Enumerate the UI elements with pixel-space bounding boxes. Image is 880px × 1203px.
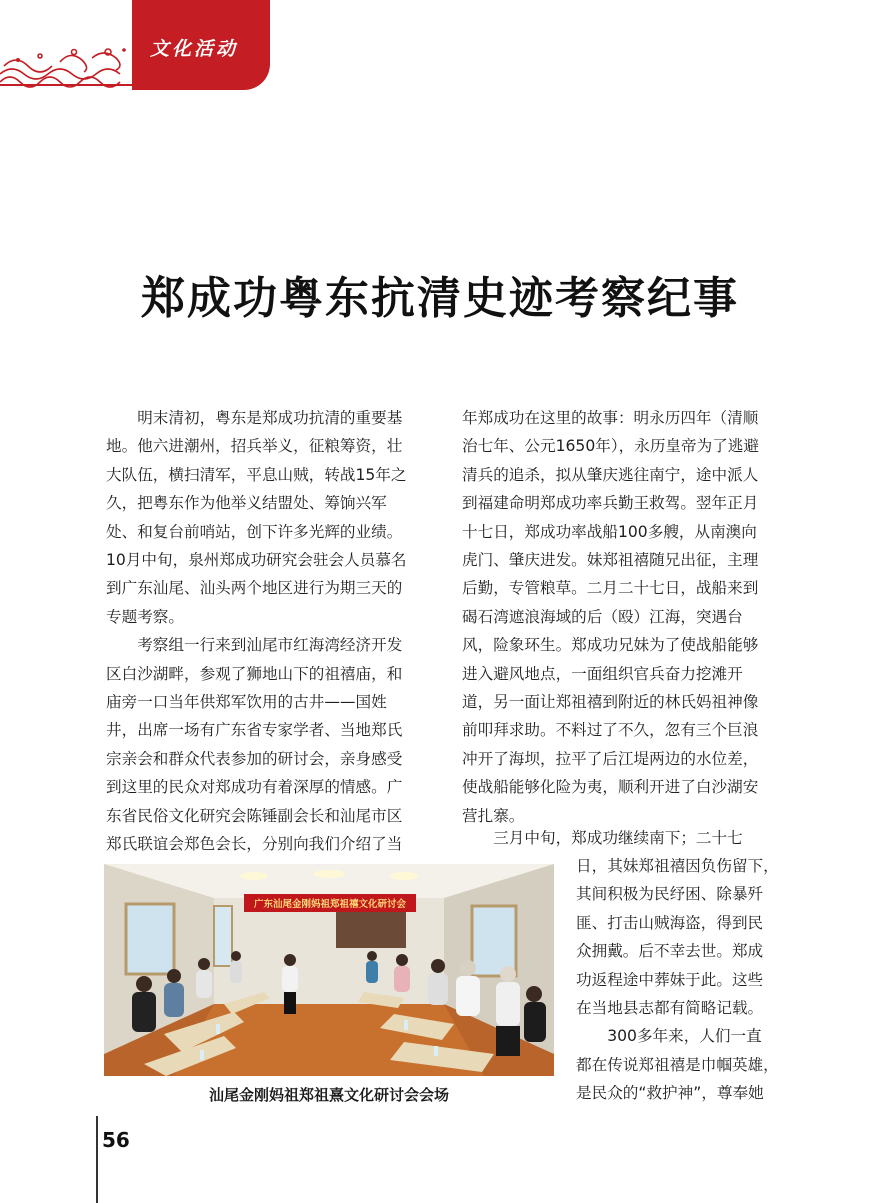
body-text-line: 虎门、肇庆进发。妹郑祖禧随兄出征，主理 xyxy=(462,551,759,570)
body-text-line: 处、和复台前哨站，创下许多光辉的业绩。 xyxy=(106,522,403,541)
page-number: 56 xyxy=(102,1128,130,1152)
body-text-line: 道，另一面让郑祖禧到附近的林氏妈祖神像 xyxy=(462,693,759,712)
body-column-right xyxy=(462,404,800,830)
body-text-line: 年郑成功在这里的故事：明永历四年（清顺 xyxy=(462,409,759,427)
body-text-line: 日，其妹郑祖禧因负伤留下， xyxy=(576,857,779,875)
body-text-line: 到福建命明郑成功率兵勤王救驾。翌年正月 xyxy=(462,494,759,513)
body-text-line: 10月中旬，泉州郑成功研究会驻会人员慕名 xyxy=(106,551,407,570)
body-column-left xyxy=(106,404,444,859)
wave-ornament-icon xyxy=(0,42,132,88)
seminar-photo xyxy=(104,864,554,1076)
section-label: 文化活动 xyxy=(150,38,239,60)
body-text-line: 风，险象环生。郑成功兄妹为了使战船能够 xyxy=(462,636,759,655)
body-text-line: 后勤，专管粮草。二月二十七日，战船来到 xyxy=(462,579,759,598)
body-text-line: 清兵的追杀，拟从肇庆逃往南宁，途中派人 xyxy=(462,465,759,484)
photo-caption: 汕尾金刚妈祖郑祖熹文化研讨会会场 xyxy=(208,1086,449,1104)
body-text-line: 300多年来，人们一直 xyxy=(576,1027,762,1046)
body-text-line: 井，出席一场有广东省专家学者、当地郑氏 xyxy=(106,721,403,740)
body-text-line: 十七日，郑成功率战船100多艘，从南澳向 xyxy=(462,522,757,541)
body-text-line: 考察组一行来到汕尾市红海湾经济开发 xyxy=(106,636,403,655)
body-text-line: 使战船能够化险为夷，顺利开进了白沙湖安 xyxy=(462,778,759,797)
body-text-line: 匪、打击山贼海盗，得到民 xyxy=(576,913,764,932)
body-text-line: 久，把粤东作为他举义结盟处、筹饷兴军 xyxy=(106,494,387,513)
body-text-line: 东省民俗文化研究会陈锤副会长和汕尾市区 xyxy=(106,806,403,825)
body-text-line: 宗亲会和群众代表参加的研讨会，亲身感受 xyxy=(106,749,403,768)
body-text-line: 专题考察。 xyxy=(106,607,184,626)
body-text-line: 功返程途中葬妹于此。这些 xyxy=(576,970,764,989)
body-text-line: 进入避风地点，一面组织官兵奋力挖滩开 xyxy=(462,664,743,683)
banner-text: 广东汕尾金刚妈祖郑祖禧文化研讨会 xyxy=(253,899,407,910)
body-text-line: 治七年、公元1650年），永历皇帝为了逃避 xyxy=(462,437,759,456)
body-text-line: 地。他六进潮州，招兵举义，征粮筹资，壮 xyxy=(106,437,403,456)
body-text-line: 到广东汕尾、汕头两个地区进行为期三天的 xyxy=(106,579,403,598)
body-text-line: 大队伍，横扫清军，平息山贼，转战15年之 xyxy=(106,465,407,484)
body-text-line: 明末清初，粤东是郑成功抗清的重要基 xyxy=(106,409,403,427)
body-text-line: 其间积极为民纾困、除暴歼 xyxy=(576,885,764,904)
body-column-right-wrap xyxy=(576,852,802,1108)
body-text-line: 众拥戴。后不幸去世。郑成 xyxy=(576,942,764,961)
body-text-line: 冲开了海坝，拉平了后江堤两边的水位差， xyxy=(462,749,759,768)
page-rule xyxy=(96,1116,98,1203)
body-text-line: 是民众的“救护神”，尊奉她 xyxy=(576,1084,764,1103)
body-text-line: 碣石湾遮浪海域的后（殴）江海，突遇台 xyxy=(462,607,743,626)
body-text-line: 庙旁一口当年供郑军饮用的古井——国姓 xyxy=(106,693,387,712)
body-text-line: 三月中旬，郑成功继续南下；二十七 xyxy=(462,829,743,847)
body-text-line: 都在传说郑祖禧是巾帼英雄， xyxy=(576,1055,779,1074)
section-tab xyxy=(132,0,270,90)
article-title: 郑成功粤东抗清史迹考察纪事 xyxy=(141,273,739,324)
body-text-line: 到这里的民众对郑成功有着深厚的情感。广 xyxy=(106,778,403,797)
body-text-line: 在当地县志都有简略记载。 xyxy=(576,999,764,1018)
body-text-line: 营扎寨。 xyxy=(462,806,525,825)
body-text-line: 区白沙湖畔，参观了狮地山下的祖禧庙，和 xyxy=(106,664,403,683)
body-text-line: 前叩拜求助。不料过了不久，忽有三个巨浪 xyxy=(462,721,759,740)
body-column-right-continued xyxy=(462,824,800,852)
body-text-line: 郑氏联谊会郑色会长，分别向我们介绍了当 xyxy=(106,835,403,854)
